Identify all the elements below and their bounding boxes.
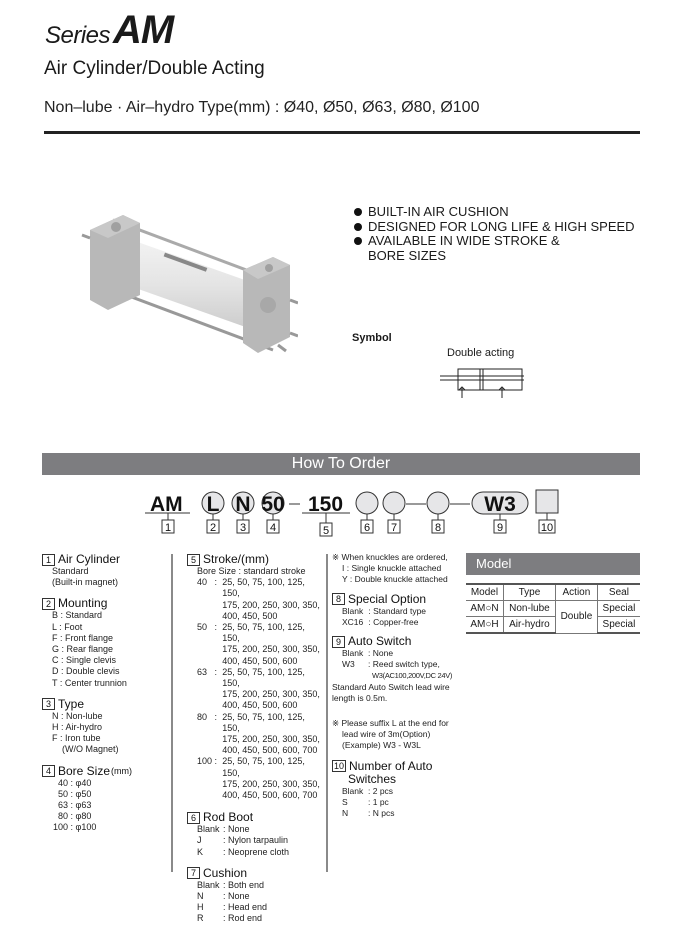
order-column-2: 5 Stroke/(mm) Bore Size : standard stroke 40 : 25, 50, 75, 100, 125, 150, 175, 200, 250, 300, 350, 400, 450, 500 50 : 25, 50, 75, 100, 125, 150, 175, 200, 250, 300, 350, 400, 450, 500, 600 63 : 25, 50, 75, 100, 125, 150, 175, 200, 250, 300, 350, 400, 450, 500, 600 80 : 25, 50, 75, 100, 125, 150, 175, 200, 250, 300, 350, 400, 450, 500, 600, 700 100 : 25, 50, 75, 100, 125, 150, 175, 200, 250, 300, 350, 400, 450, 500, 600, 700 6 Rod Boot Blank : None J : Nylon tarpaulin K : Neoprene cloth 7 Cushion Blank : Both end N : None H : Head end R : Rod end: [187, 553, 322, 925]
series-name: AM: [113, 8, 174, 52]
section-mounting: 2 Mounting: [42, 597, 167, 610]
table-header-row: Model Type Action Seal: [466, 584, 640, 601]
column-divider: [326, 554, 328, 872]
code-slot-switch-count: [536, 490, 558, 513]
feature-item: BUILT-IN AIR CUSHION: [352, 205, 635, 220]
section-number-of-switches: 10 Number of Auto Switches: [334, 758, 433, 786]
svg-text:N: N: [235, 493, 251, 516]
svg-text:W3: W3: [484, 493, 516, 516]
how-to-order-header: How To Order: [42, 453, 640, 475]
feature-item-continued: BORE SIZES: [368, 247, 447, 263]
feature-item: DESIGNED FOR LONG LIFE & HIGH SPEED: [352, 220, 635, 235]
section-stroke: 5 Stroke/(mm): [187, 553, 322, 566]
svg-text:50: 50: [261, 493, 285, 516]
type-options: N : Non-lube H : Air-hydro F : Iron tube (W/O Magnet): [52, 710, 119, 755]
special-option-options: Blank : Standard type XC16 : Copper-free: [342, 605, 427, 627]
section-type: 3 Type: [42, 698, 167, 711]
header-divider: [44, 131, 640, 134]
page-title: Air Cylinder/Double Acting: [44, 58, 265, 79]
knuckle-note: ※ When knuckles are ordered, I : Single knuckle attached Y : Double knuckle attached: [332, 552, 448, 585]
product-image: [68, 205, 298, 375]
svg-text:7: 7: [390, 522, 398, 534]
bullet-icon: [354, 223, 362, 231]
svg-text:2: 2: [209, 522, 217, 534]
section-special-option: 8 Special Option: [332, 593, 464, 606]
svg-text:3: 3: [239, 522, 247, 534]
svg-text:9: 9: [496, 522, 504, 534]
suffix-note: ※ Please suffix L at the end for lead wire of 3m(Option) (Example) W3 - W3L: [332, 718, 449, 751]
svg-text:L: L: [206, 493, 220, 516]
page-subtitle: Non–lube · Air–hydro Type(mm) : Ø40, Ø50, Ø63, Ø80, Ø100: [44, 99, 480, 116]
auto-switch-options: Blank : None W3 : Reed switch type, W3(AC100,200V,DC 24V): [342, 648, 453, 681]
code-stroke: 150: [308, 493, 344, 516]
code-prefix: AM: [150, 493, 183, 516]
rod-boot-options: Blank : None J : Nylon tarpaulin K : Neoprene cloth: [197, 824, 290, 857]
section-auto-switch: 9 Auto Switch: [332, 635, 464, 648]
section-cushion: 7 Cushion: [187, 867, 322, 880]
section-rod-boot: 6 Rod Boot: [187, 811, 322, 824]
order-column-3: [332, 552, 464, 819]
series-title: [45, 8, 173, 53]
mounting-options: B : Standard L : Foot F : Front flange G : Rear flange C : Single clevis D : Double clevis T : Center trunnion: [52, 610, 127, 688]
table-row: AM○N Non-lube Double Special: [466, 601, 640, 617]
bullet-icon: [354, 208, 362, 216]
table-row: AM○H Air-hydro Special: [466, 617, 640, 634]
code-slot-cushion: [383, 492, 405, 514]
model-table: [466, 583, 640, 634]
order-code-diagram: [0, 480, 683, 540]
switch-count-options: Blank : 2 pcs S : 1 pc N : N pcs: [342, 785, 395, 819]
cushion-options: Blank : Both end N : None H : Head end R : Rod end: [197, 879, 268, 924]
svg-text:8: 8: [434, 522, 442, 534]
section-bore-size: 4 Bore Size (mm): [42, 765, 167, 778]
code-slot-special-option: [427, 492, 449, 514]
model-table-header: Model: [466, 553, 640, 575]
feature-list: [352, 205, 635, 263]
double-acting-cylinder-symbol-icon: [440, 366, 524, 400]
svg-text:4: 4: [269, 522, 277, 534]
svg-text:10: 10: [540, 522, 554, 534]
stroke-table: 40 : 25, 50, 75, 100, 125, 150, 175, 200, 250, 300, 350, 400, 450, 500 50 : 25, 50, 75, 100, 125, 150, 175, 200, 250, 300, 350, 400, 450, 500, 600 63 : 25, 50, 75, 100, 125, 150, 175, 200, 250, 300, 350, 400, 450, 500, 600 80 : 25, 50, 75, 100, 125, 150, 175, 200, 250, 300, 350, 400, 450, 500, 600, 700 100 : 25, 50, 75, 100, 125, 150, 175, 200, 250, 300, 350, 400, 450, 500, 600, 700: [197, 577, 320, 801]
symbol-caption: Double acting: [447, 347, 515, 359]
column-divider: [171, 554, 173, 872]
symbol-label: Symbol: [352, 332, 392, 344]
bullet-icon: [354, 237, 362, 245]
svg-text:6: 6: [363, 522, 371, 534]
order-column-1: 1 Air Cylinder Standard (Built-in magnet) 2 Mounting B : Standard L : Foot F : Front flange G : Rear flange C : Single clevis D : Double clevis T : Center trunnion 3 Type N : Non-lube H : Air-hydro F : Iron tube (W/O Magnet) 4 Bore Size (mm) 40 : φ40 50 : φ50 63 : φ63 80 : φ80 100 : φ100: [42, 553, 167, 834]
svg-text:5: 5: [322, 525, 330, 537]
series-prefix: Series: [45, 22, 111, 49]
feature-item: AVAILABLE IN WIDE STROKE &: [352, 234, 635, 249]
auto-switch-lead-note: Standard Auto Switch lead wire length is 0.5m.: [332, 681, 450, 703]
section-air-cylinder: 1 Air Cylinder: [42, 553, 167, 566]
bore-options: 40 : φ40 50 : φ50 63 : φ63 80 : φ80 100 : φ100: [52, 777, 97, 833]
svg-text:1: 1: [164, 522, 172, 534]
code-slot-rod-boot: [356, 492, 378, 514]
